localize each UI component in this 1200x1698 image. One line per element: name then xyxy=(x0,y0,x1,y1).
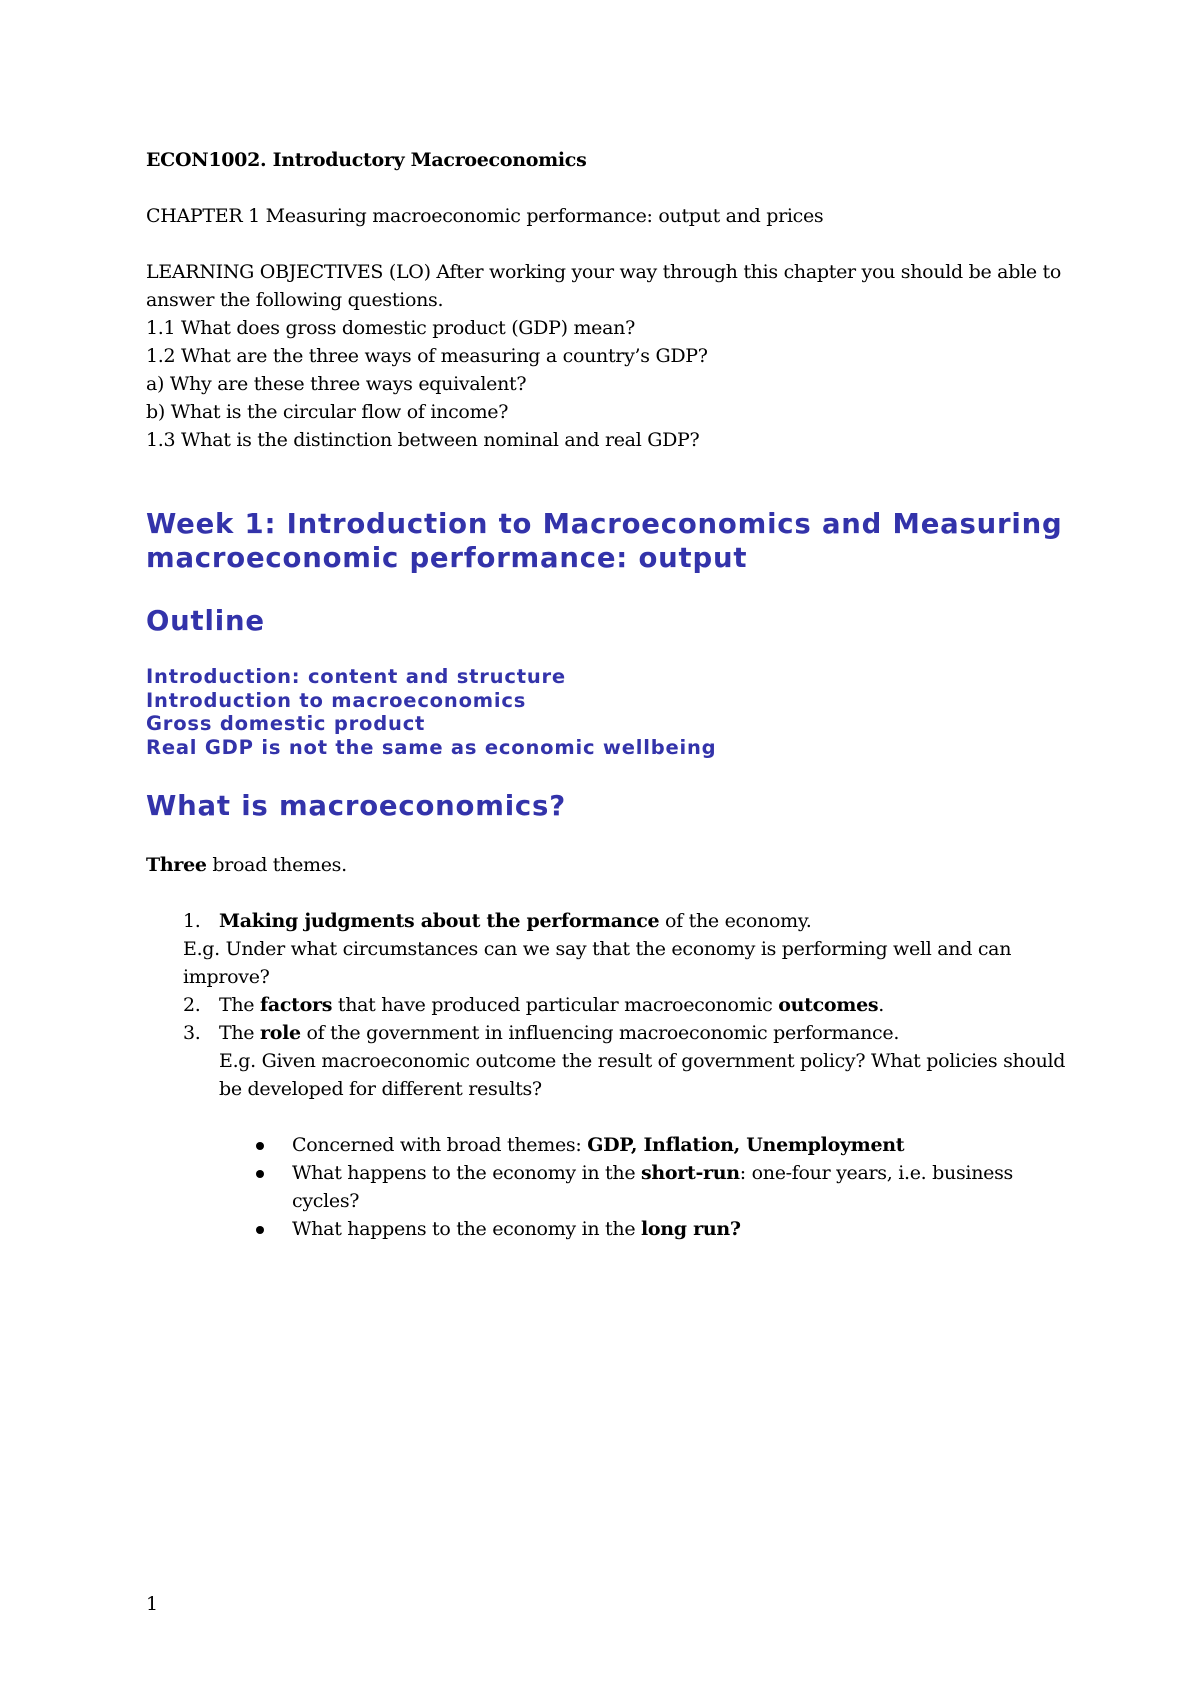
bullet-item xyxy=(146,1215,1076,1243)
bullet-dot-icon xyxy=(146,1159,292,1215)
outline-list xyxy=(146,665,716,759)
chapter-title: CHAPTER 1 Measuring macroeconomic performance: output and prices xyxy=(146,205,824,227)
item-text: of the government in influencing macroeconomic performance. xyxy=(300,1022,900,1044)
macroeconomics-heading: What is macroeconomics? xyxy=(146,790,566,822)
bullet-bold: short-run xyxy=(641,1162,740,1184)
learning-objective-item: 1.1 What does gross domestic product (GDP) mean? xyxy=(146,317,635,339)
learning-objective-item: a) Why are these three ways equivalent? xyxy=(146,373,527,395)
outline-item: Introduction to macroeconomics xyxy=(146,688,527,712)
item-bold: factors xyxy=(260,994,333,1016)
bullet-dot-icon xyxy=(146,1215,292,1243)
item-number: 1. xyxy=(183,910,201,932)
outline-item: Introduction: content and structure xyxy=(146,665,566,688)
themes-bold: Three xyxy=(146,854,207,876)
learning-objectives-intro: LEARNING OBJECTIVES (LO) After working your way through this chapter you should be able to answer the following questions. xyxy=(146,261,1062,311)
item-bold: role xyxy=(260,1022,301,1044)
item-text: . xyxy=(878,994,885,1016)
course-title: ECON1002. Introductory Macroeconomics xyxy=(146,149,587,171)
outline-item: Real GDP is not the same as economic wellbeing xyxy=(146,735,717,759)
bullet-bold: GDP, Inflation, Unemployment xyxy=(587,1134,905,1156)
numbered-list xyxy=(146,907,1076,1103)
bullet-text: : one-four years, i.e. business cycles? xyxy=(292,1162,1013,1212)
themes-rest: broad themes. xyxy=(206,854,347,876)
item-text: The xyxy=(219,994,260,1016)
example-text-1: E.g. Under what circumstances can we say that the economy is performing well and can improve? xyxy=(183,938,1012,988)
example-text-3: E.g. Given macroeconomic outcome the result of government policy? What policies should be developed for different results? xyxy=(219,1050,1066,1100)
bullet-item xyxy=(146,1159,1076,1215)
page-number: 1 xyxy=(146,1593,158,1615)
learning-objective-item: 1.2 What are the three ways of measuring a country’s GDP? xyxy=(146,345,708,367)
bullet-dot-icon xyxy=(146,1131,292,1159)
item-number: 2. xyxy=(183,994,201,1016)
bullet-text: Concerned with broad themes: xyxy=(292,1134,588,1156)
numbered-item-2 xyxy=(146,991,1076,1019)
outline-item: Gross domestic product xyxy=(146,712,426,735)
learning-objectives xyxy=(146,258,1076,454)
item-bold: Making judgments about the performance xyxy=(219,910,660,932)
bullet-text: What happens to the economy in the xyxy=(292,1162,641,1184)
week-heading: Week 1: Introduction to Macroeconomics and Measuring macroeconomic performance: output xyxy=(146,508,1063,574)
themes-intro xyxy=(146,851,347,879)
numbered-item-1 xyxy=(146,907,1076,935)
learning-objective-item: b) What is the circular flow of income? xyxy=(146,401,509,423)
item-text: that have produced particular macroeconomic xyxy=(332,994,779,1016)
bullet-bold: long run? xyxy=(641,1218,741,1240)
bullet-item xyxy=(146,1131,1076,1159)
item-bold: outcomes xyxy=(778,994,879,1016)
bullet-text: What happens to the economy in the xyxy=(292,1218,641,1240)
learning-objective-item: 1.3 What is the distinction between nominal and real GDP? xyxy=(146,429,700,451)
numbered-item-3 xyxy=(146,1019,1076,1103)
item-text: of the economy. xyxy=(659,910,812,932)
item-text: The xyxy=(219,1022,260,1044)
outline-heading: Outline xyxy=(146,605,265,637)
item-number: 3. xyxy=(183,1022,201,1044)
bullet-list xyxy=(146,1131,1076,1243)
